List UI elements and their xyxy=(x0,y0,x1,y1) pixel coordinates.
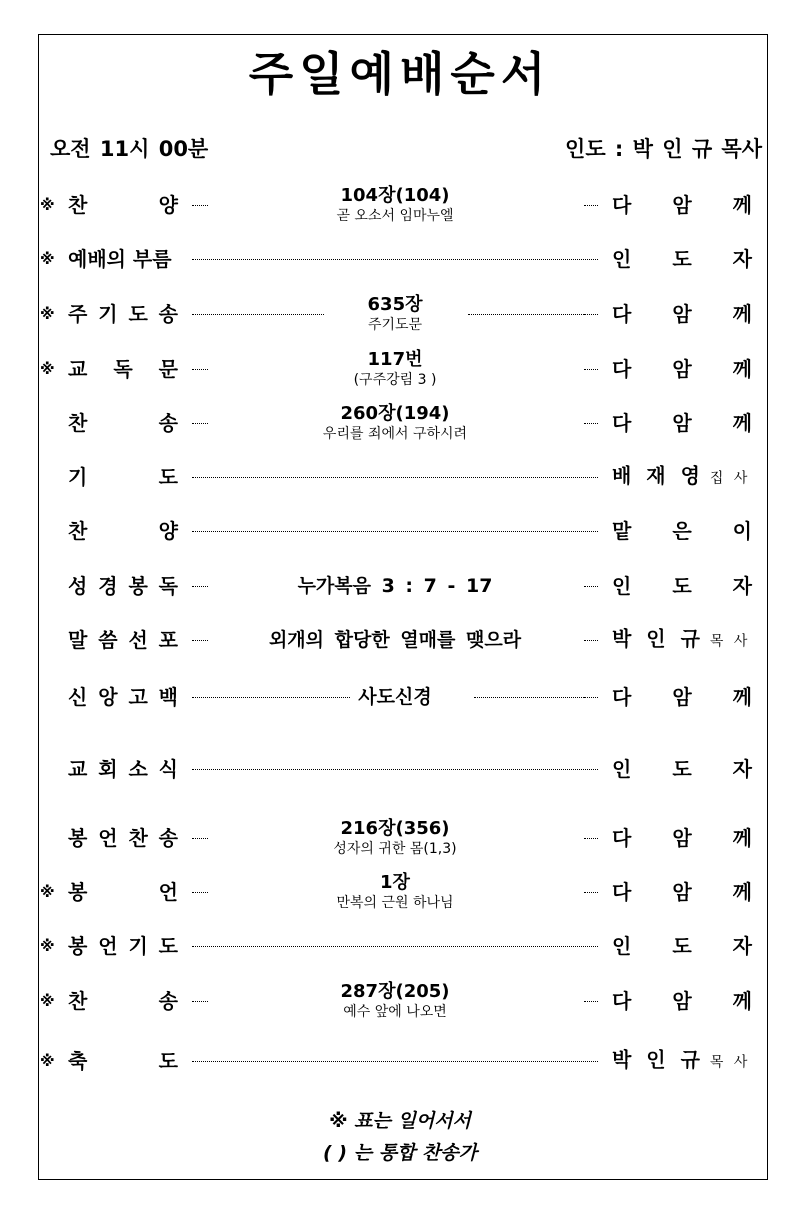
item-content xyxy=(200,685,590,709)
item-role: 다 암 께 xyxy=(612,357,752,381)
item-label: 봉 언 찬 송 xyxy=(68,826,178,850)
footer-note-standing: ※ 표는 일어서서 xyxy=(329,1110,471,1132)
item-content xyxy=(200,818,590,858)
item-label: 봉 언 xyxy=(68,880,178,904)
order-item xyxy=(0,864,800,920)
item-content xyxy=(200,628,590,652)
item-label: 찬 양 xyxy=(68,519,178,543)
dotted-leader xyxy=(192,477,598,478)
officiant-name: 박 인 규 xyxy=(612,1047,704,1072)
item-label: 교 독 문 xyxy=(68,357,178,381)
officiant-title: 목 사 xyxy=(709,633,751,650)
hymn-title: (구주강림 3 ) xyxy=(353,372,437,388)
officiant-name: 배 재 영 xyxy=(612,463,704,488)
item-text: 사도신경 xyxy=(358,686,432,708)
page-title: 주일예배순서 xyxy=(248,47,552,101)
item-content xyxy=(200,403,590,443)
standing-mark: ※ xyxy=(40,937,55,955)
hymn-title: 만복의 근원 하나님 xyxy=(336,895,454,911)
item-role: 인 도 자 xyxy=(612,934,752,958)
standing-mark: ※ xyxy=(40,360,55,378)
order-item xyxy=(0,741,800,797)
hymn-title: 예수 앞에 나오면 xyxy=(343,1004,447,1020)
hymn-number: 635장 xyxy=(367,294,423,315)
item-role: 다 암 께 xyxy=(612,302,752,326)
item-role: 다 암 께 xyxy=(612,989,752,1013)
item-role: 다 암 께 xyxy=(612,685,752,709)
item-role: 다 암 께 xyxy=(612,193,752,217)
item-label: 봉 언 기 도 xyxy=(68,934,178,958)
item-role xyxy=(612,627,752,654)
item-content xyxy=(200,872,590,912)
order-item xyxy=(0,973,800,1029)
dotted-leader xyxy=(192,1061,598,1062)
standing-mark: ※ xyxy=(40,196,55,214)
item-text: 누가복음 3 : 7 - 17 xyxy=(297,575,493,597)
dotted-leader xyxy=(192,946,598,947)
item-role: 인 도 자 xyxy=(612,247,752,271)
item-label: 축 도 xyxy=(68,1049,178,1073)
hymn-number: 117번 xyxy=(367,349,423,370)
item-label: 말 씀 선 포 xyxy=(68,628,178,652)
item-label: 신 앙 고 백 xyxy=(68,685,178,709)
hymn-title: 성자의 귀한 몸(1,3) xyxy=(333,841,457,857)
dotted-leader xyxy=(192,531,598,532)
standing-mark: ※ xyxy=(40,1052,55,1070)
item-role: 다 암 께 xyxy=(612,411,752,435)
item-role: 다 암 께 xyxy=(612,880,752,904)
item-label: 성 경 봉 독 xyxy=(68,574,178,598)
item-label: 찬 양 xyxy=(68,193,178,217)
item-content xyxy=(200,349,590,389)
item-content xyxy=(200,981,590,1021)
service-time: 오전 11시 00분 xyxy=(50,137,209,161)
order-item xyxy=(0,669,800,725)
order-item xyxy=(0,918,800,974)
item-text: 외개의 합당한 열매를 맺으라 xyxy=(268,629,522,651)
item-label: 교 회 소 식 xyxy=(68,757,178,781)
item-label: 기 도 xyxy=(68,465,178,489)
order-item xyxy=(0,231,800,287)
hymn-number: 104장(104) xyxy=(340,185,450,206)
order-item xyxy=(0,341,800,397)
order-item xyxy=(0,612,800,668)
order-item xyxy=(0,558,800,614)
item-label: 찬 송 xyxy=(68,989,178,1013)
order-item xyxy=(0,503,800,559)
item-role: 맡 은 이 xyxy=(612,519,752,543)
officiant-title: 집 사 xyxy=(709,470,751,487)
item-content xyxy=(200,185,590,225)
hymn-number: 1장 xyxy=(380,872,410,893)
item-content xyxy=(200,294,590,334)
hymn-title: 곧 오소서 임마누엘 xyxy=(336,208,454,224)
order-item xyxy=(0,1033,800,1089)
standing-mark: ※ xyxy=(40,250,55,268)
hymn-title: 주기도문 xyxy=(367,317,423,333)
hymn-number: 287장(205) xyxy=(340,981,450,1002)
item-label: 찬 송 xyxy=(68,411,178,435)
item-role: 다 암 께 xyxy=(612,826,752,850)
order-item xyxy=(0,177,800,233)
officiant-name: 박 인 규 xyxy=(612,626,704,651)
order-item xyxy=(0,810,800,866)
standing-mark: ※ xyxy=(40,883,55,901)
order-item xyxy=(0,286,800,342)
footer-note-hymnal: ( ) 는 통합 찬송가 xyxy=(323,1142,477,1164)
hymn-number: 260장(194) xyxy=(340,403,450,424)
item-role: 인 도 자 xyxy=(612,757,752,781)
item-role: 인 도 자 xyxy=(612,574,752,598)
item-label: 예배의 부름 xyxy=(68,247,172,271)
order-item xyxy=(0,395,800,451)
dotted-leader xyxy=(192,259,598,260)
order-item xyxy=(0,449,800,505)
item-label: 주 기 도 송 xyxy=(68,302,178,326)
officiant-title: 목 사 xyxy=(709,1054,751,1071)
standing-mark: ※ xyxy=(40,305,55,323)
hymn-title: 우리를 죄에서 구하시려 xyxy=(322,426,468,442)
item-role xyxy=(612,1048,752,1075)
hymn-number: 216장(356) xyxy=(340,818,450,839)
standing-mark: ※ xyxy=(40,992,55,1010)
dotted-leader xyxy=(192,769,598,770)
item-role xyxy=(612,464,752,491)
service-leader: 인도 : 박 인 규 목사 xyxy=(565,137,762,161)
item-content xyxy=(200,574,590,598)
